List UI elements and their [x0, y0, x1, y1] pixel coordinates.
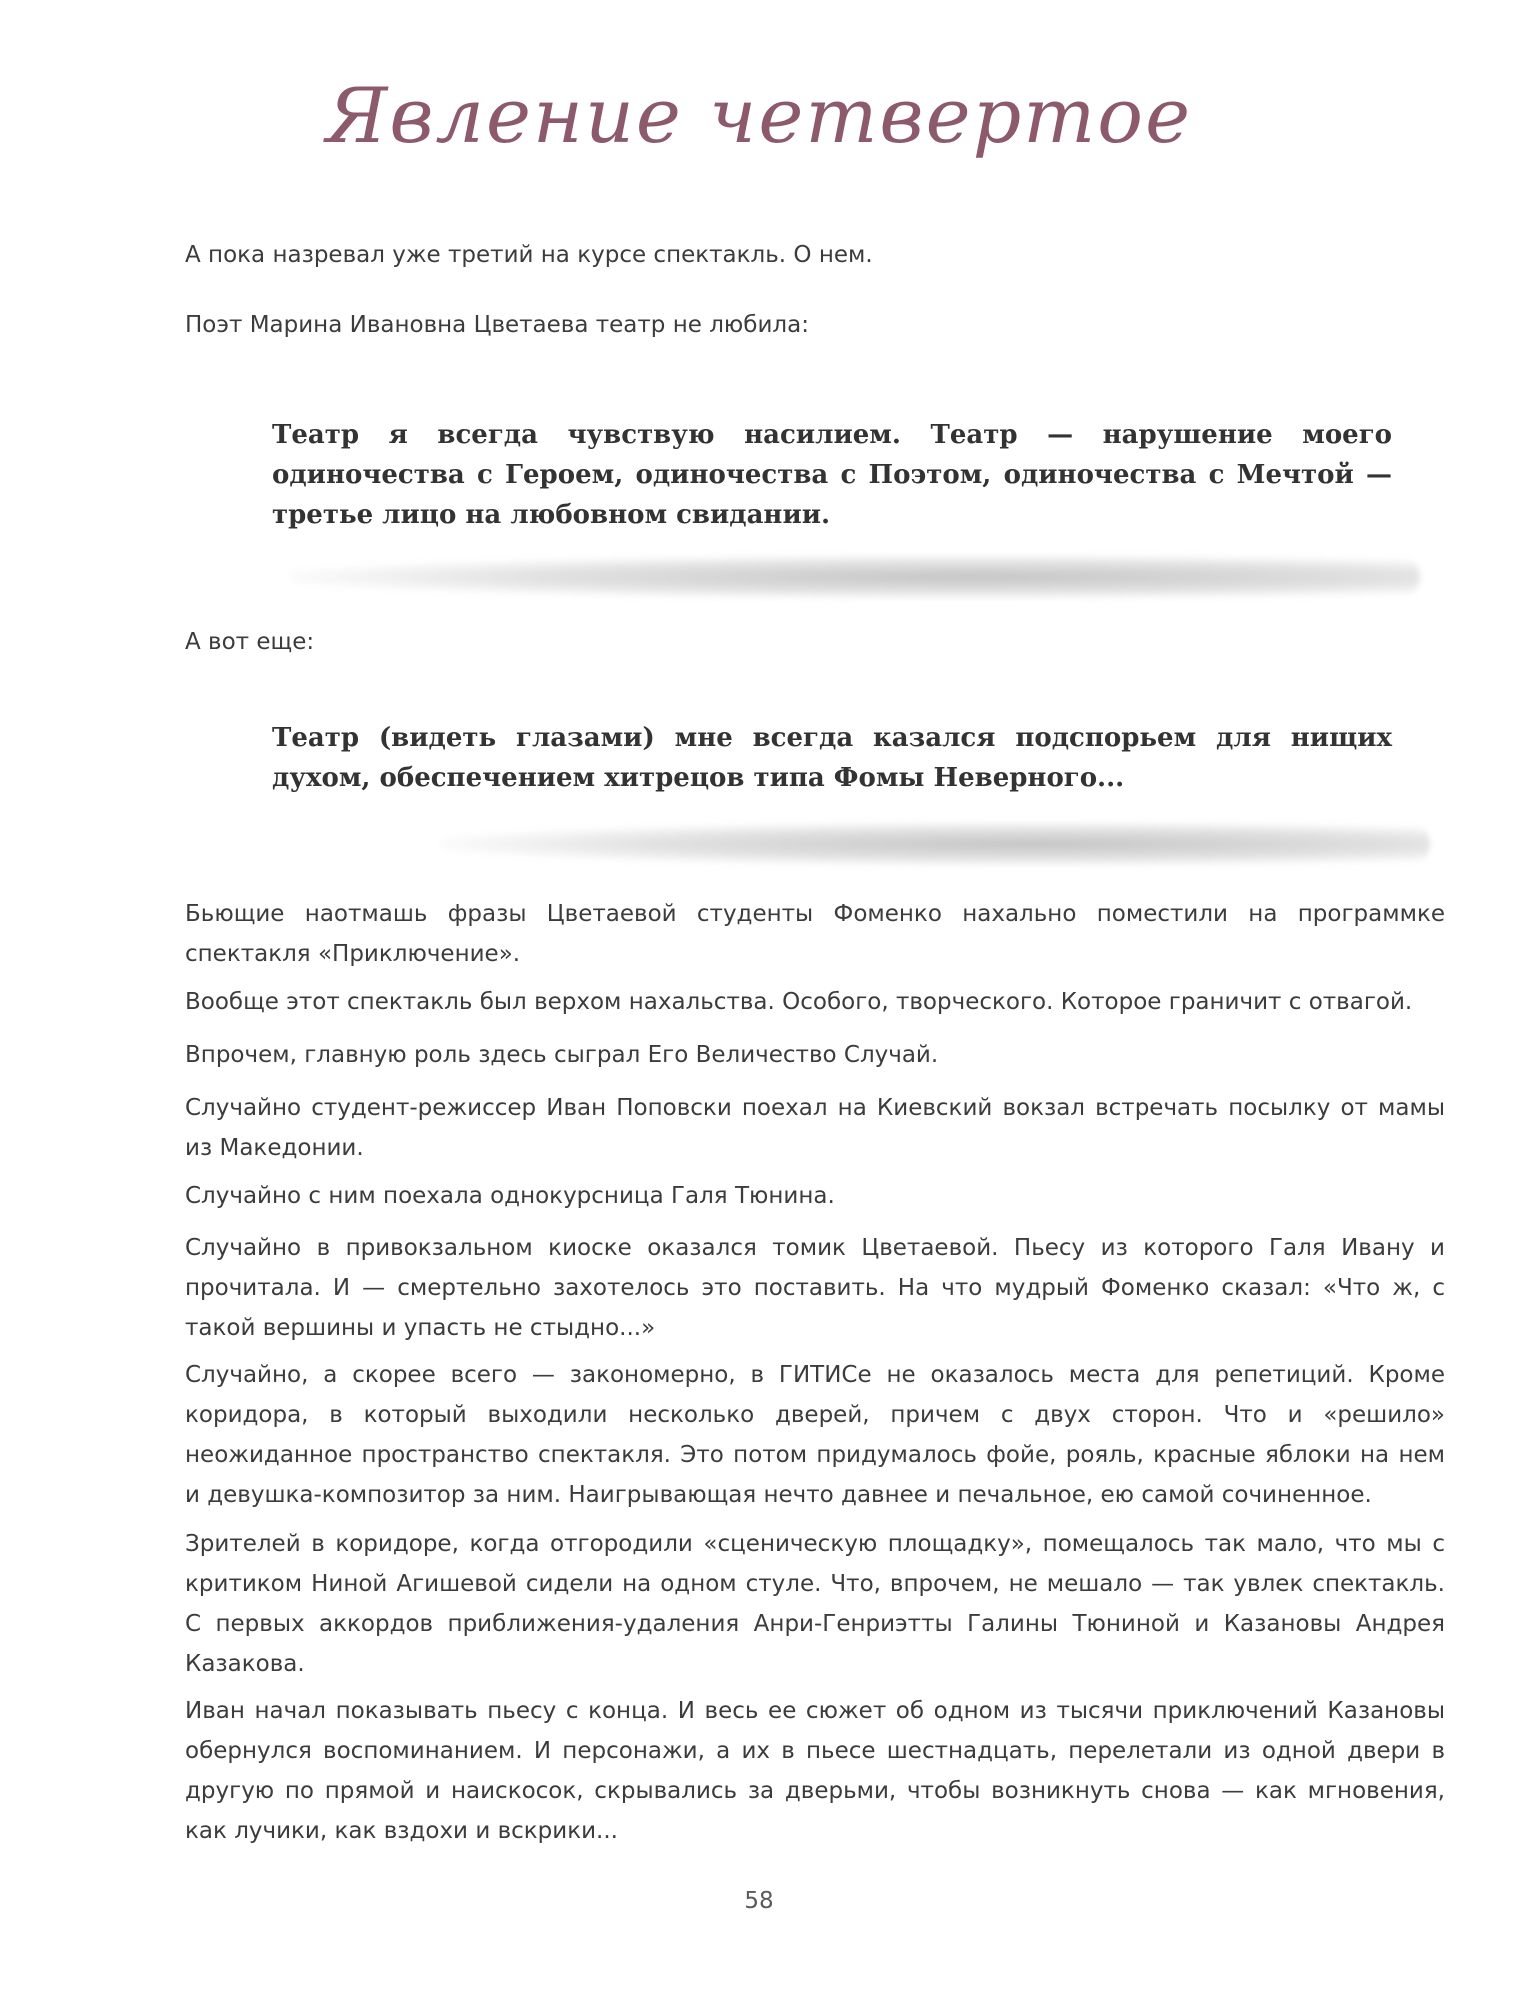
chapter-title: Явление четвертое: [325, 71, 1193, 160]
quote-theatre-violence: Театр я всегда чувствую насилием. Театр — нарушение моего одиночества с Героем, одиночества с Поэтом, одиночества с Мечтой — третье лицо на любовном свидании.: [272, 420, 1392, 530]
paragraph-corridor: Случайно, а скорее всего — закономерно, в ГИТИСе не оказалось места для репетиций. Кроме коридора, в который выходили несколько дверей, причем с двух сторон. Что и «решило» неожиданное пространство спектакля. Это потом придумалось фойе, рояль, красные яблоки на нем и девушка-композитор за ним. Наигрывающая нечто давнее и печальное, ею самой сочиненное.: [185, 1362, 1445, 1508]
quote-shade-2: [440, 822, 1430, 866]
paragraph-program: Бьющие наотмашь фразы Цветаевой студенты Фоменко нахально поместили на программке спектакля «Приключение».: [185, 901, 1445, 967]
paragraph-and-more: А вот еще:: [185, 629, 315, 655]
paragraph-galya: Случайно с ним поехала однокурсница Галя Тюнина.: [185, 1183, 835, 1209]
paragraph-kiosk: Случайно в привокзальном киоске оказался томик Цветаевой. Пьесу из которого Галя Ивану и прочитала. И — смертельно захотелось это поставить. На что мудрый Фоменко сказал: «Что ж, с такой вершины и упасть не стыдно...»: [185, 1235, 1445, 1341]
paragraph-intro: А пока назревал уже третий на курсе спектакль. О нем.: [185, 242, 873, 268]
paragraph-station: Случайно студент-режиссер Иван Поповски поехал на Киевский вокзал встречать посылку от мамы из Македонии.: [185, 1095, 1445, 1161]
paragraph-audacity: Вообще этот спектакль был верхом нахальства. Особого, творческого. Которое граничит с отвагой.: [185, 989, 1413, 1015]
paragraph-tsvetaeva-intro: Поэт Марина Ивановна Цветаева театр не любила:: [185, 312, 809, 338]
page-number: 58: [744, 1888, 774, 1914]
paragraph-memory: Иван начал показывать пьесу с конца. И весь ее сюжет об одном из тысячи приключений Казановы обернулся воспоминанием. И персонажи, а их в пьесе шестнадцать, перелетали из одной двери в другую по прямой и наискосок, скрывались за дверьми, чтобы возникнуть снова — как мгновения, как лучики, как вздохи и вскрики...: [185, 1698, 1445, 1844]
paragraph-audience: Зрителей в коридоре, когда отгородили «сценическую площадку», помещалось так мало, что мы с критиком Ниной Агишевой сидели на одном стуле. Что, впрочем, не мешало — так увлек спектакль. С первых аккордов приближения-удаления Анри-Генриэтты Галины Тюниной и Казановы Андрея Казакова.: [185, 1531, 1445, 1677]
quote-theatre-eyes: Театр (видеть глазами) мне всегда казался подспорьем для нищих духом, обеспечением хитрецов типа Фомы Неверного...: [272, 723, 1392, 793]
quote-shade-1: [290, 555, 1420, 599]
paragraph-chance: Впрочем, главную роль здесь сыграл Его Величество Случай.: [185, 1042, 939, 1068]
